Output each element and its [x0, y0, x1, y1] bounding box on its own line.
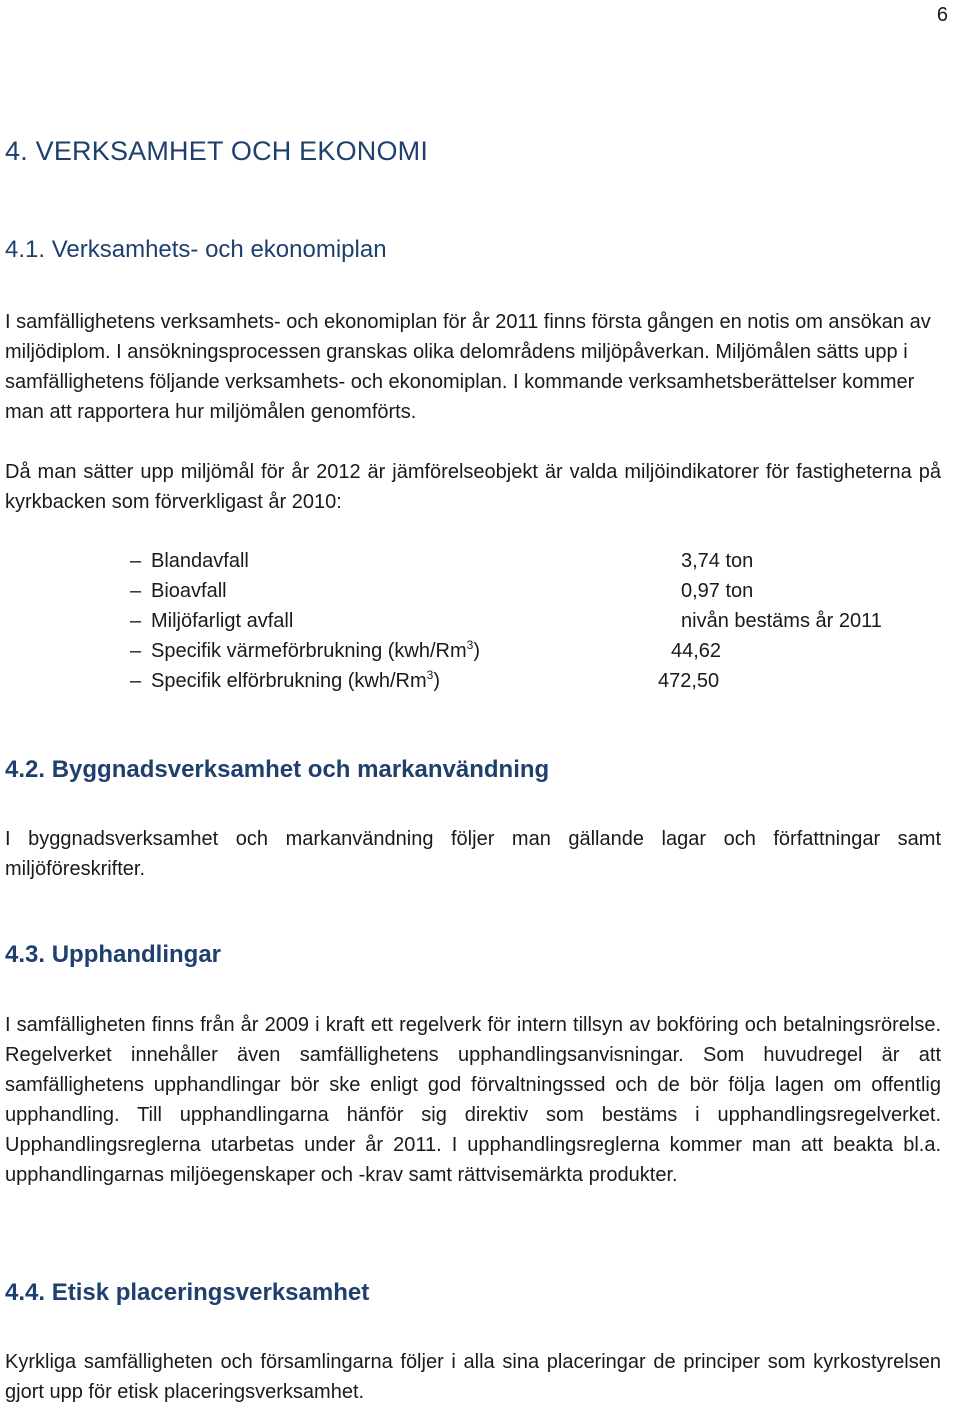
indicator-item [130, 636, 930, 666]
indicator-label-text: Specifik värmeförbrukning (kwh/Rm [151, 640, 467, 662]
section-4-2-heading: 4.2. Byggnadsverksamhet och markanvändning [5, 756, 550, 783]
indicator-value: 472,50 [658, 670, 720, 692]
indicator-item [130, 666, 930, 696]
indicator-item [130, 606, 930, 636]
section-4-1-paragraph-1: I samfällighetens verksamhets- och ekonomiplan för år 2011 finns första gången en notis om ansökan av miljödiplom. I ansökningsprocessen granskas olika delområdens miljöpåverkan. Miljömålen sätts upp i samfällighetens följande verksamhets- och ekonomiplan. I kommande verksamhetsberättelser kommer man att rapportera hur miljömålen genomförts. [5, 311, 931, 423]
indicator-label: Bioavfall [151, 580, 227, 602]
indicator-label [151, 636, 480, 666]
indicator-label: Miljöfarligt avfall [151, 610, 294, 632]
list-dash: – [130, 670, 142, 692]
page-number: 6 [936, 4, 948, 26]
indicator-label-text: Specifik elförbrukning (kwh/Rm [151, 670, 427, 692]
section-4-2-paragraph: I byggnadsverksamhet och markanvändning följer man gällande lagar och författningar samt miljöföreskrifter. [5, 828, 941, 880]
indicator-label-end: ) [433, 670, 441, 692]
indicator-value: nivån bestäms år 2011 [681, 610, 882, 632]
section-4-1-heading: 4.1. Verksamhets- och ekonomiplan [5, 236, 387, 263]
indicator-label [151, 666, 440, 696]
indicator-list [130, 546, 930, 696]
indicator-item [130, 576, 930, 606]
section-4-4-heading: 4.4. Etisk placeringsverksamhet [5, 1279, 370, 1306]
list-dash: – [130, 640, 142, 662]
section-4-3-heading: 4.3. Upphandlingar [5, 941, 222, 968]
indicator-value: 0,97 ton [681, 580, 754, 602]
section-4-4-paragraph: Kyrkliga samfälligheten och församlingarna följer i alla sina placeringar de principer som kyrkostyrelsen gjort upp för etisk placeringsverksamhet. [5, 1351, 941, 1403]
list-dash: – [130, 610, 142, 632]
indicator-label: Blandavfall [151, 550, 249, 572]
indicator-label-end: ) [473, 640, 481, 662]
chapter-heading: 4. VERKSAMHET OCH EKONOMI [5, 136, 429, 166]
indicator-value: 3,74 ton [681, 550, 754, 572]
list-dash: – [130, 580, 142, 602]
superscript: 3 [426, 668, 434, 682]
section-4-3-paragraph: I samfälligheten finns från år 2009 i kraft ett regelverk för intern tillsyn av bokföring och betalningsrörelse. Regelverket innehåller även samfällighetens upphandlingsanvisningar. Som huvudregel är att samfällighetens upphandlingar bör ske enligt god förvaltningssed och de bör följa lagen om offentlig upphandling. Till upphandlingarna hänför sig direktiv som bestäms i upphandlingsregelverket. Upphandlingsreglerna utarbetas under år 2011. I upphandlingsreglerna kommer man att beakta bl.a. upphandlingarnas miljöegenskaper och -krav samt rättvisemärkta produkter. [5, 1014, 941, 1186]
list-dash: – [130, 550, 142, 572]
indicator-item [130, 546, 930, 576]
section-4-1-paragraph-2: Då man sätter upp miljömål för år 2012 är jämförelseobjekt är valda miljöindikatorer för fastigheterna på kyrkbacken som förverkligast år 2010: [5, 461, 941, 513]
indicator-value: 44,62 [671, 640, 722, 662]
superscript: 3 [466, 638, 474, 652]
